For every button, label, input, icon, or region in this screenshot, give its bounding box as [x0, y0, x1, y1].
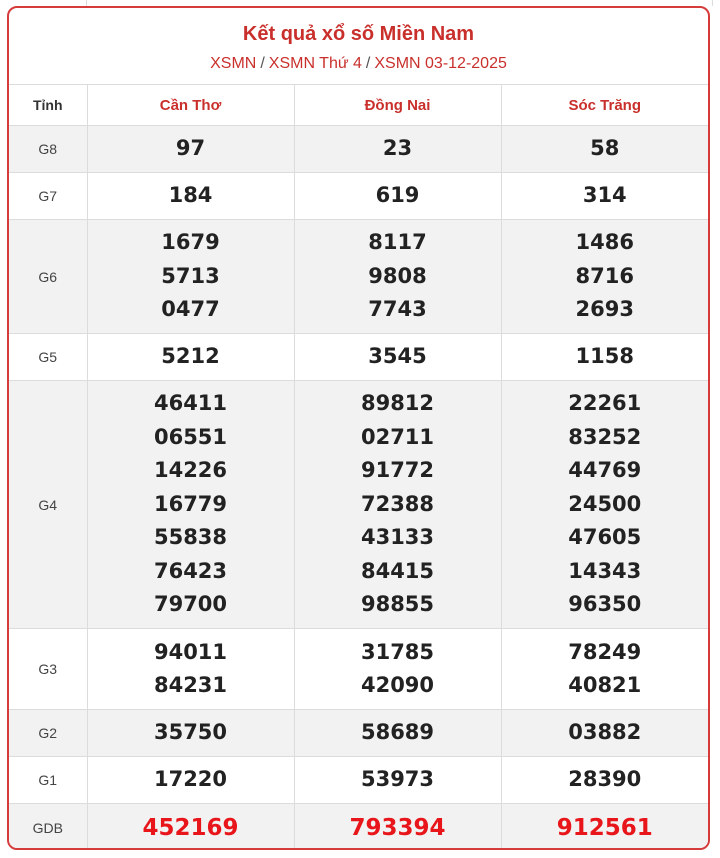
column-header-province[interactable]: Cần Thơ	[87, 85, 294, 126]
special-prize-number: 912561	[556, 814, 653, 841]
table-header-row	[9, 85, 708, 126]
prize-number: 53973	[360, 767, 435, 792]
prize-number: 89812	[360, 391, 435, 416]
prize-label: G3	[9, 629, 87, 710]
result-cell	[501, 381, 708, 629]
prize-number: 2693	[575, 297, 634, 322]
result-cell	[87, 757, 294, 804]
prize-label: G7	[9, 173, 87, 220]
result-cell	[501, 173, 708, 220]
table-row	[9, 126, 708, 173]
prize-number: 31785	[360, 639, 435, 664]
prize-number: 1486	[575, 230, 634, 255]
column-header-tinh: Tỉnh	[9, 85, 87, 126]
prize-label: GDB	[9, 804, 87, 851]
result-cell	[294, 804, 501, 851]
prize-number: 619	[375, 183, 420, 208]
prize-number: 1679	[161, 230, 220, 255]
table-row	[9, 757, 708, 804]
prize-number: 184	[168, 183, 213, 208]
prize-number: 72388	[360, 491, 435, 516]
prize-number: 35750	[153, 720, 228, 745]
column-header-province: Sóc Trăng	[501, 85, 708, 126]
result-cell	[87, 220, 294, 334]
result-cell	[501, 804, 708, 851]
prize-number: 03882	[568, 720, 642, 745]
prize-number: 47605	[568, 525, 642, 550]
prize-number: 23	[382, 136, 413, 161]
prize-number: 94011	[153, 639, 228, 664]
prize-number: 1158	[575, 344, 634, 369]
prize-number: 5713	[161, 263, 220, 288]
prize-number: 83252	[568, 424, 642, 449]
prize-number: 5212	[161, 344, 220, 369]
prize-number: 0477	[161, 297, 220, 322]
result-cell	[294, 126, 501, 173]
special-prize-number: 793394	[349, 814, 446, 841]
prize-number: 78249	[568, 639, 642, 664]
breadcrumb-link-date[interactable]: XSMN 03-12-2025	[374, 55, 507, 72]
result-cell	[87, 173, 294, 220]
result-cell	[294, 173, 501, 220]
prize-number: 46411	[153, 391, 228, 416]
results-table	[9, 85, 708, 850]
prize-number: 17220	[153, 767, 228, 792]
result-cell	[87, 629, 294, 710]
prize-number: 58	[590, 136, 620, 161]
prize-number: 58689	[360, 720, 435, 745]
prize-number: 91772	[360, 458, 435, 483]
prize-label: G5	[9, 334, 87, 381]
breadcrumb-link-xsmn[interactable]: XSMN	[210, 55, 257, 72]
prize-label: G6	[9, 220, 87, 334]
prize-number: 8117	[368, 230, 427, 255]
result-cell	[294, 757, 501, 804]
result-cell	[501, 126, 708, 173]
breadcrumb-separator: /	[260, 55, 265, 72]
prize-number: 314	[582, 183, 627, 208]
prize-number: 43133	[360, 525, 435, 550]
special-prize-number: 452169	[142, 814, 239, 841]
prize-number: 42090	[360, 673, 435, 697]
table-row	[9, 710, 708, 757]
breadcrumb-link-xsmn-thu4[interactable]: XSMN Thứ 4	[268, 55, 362, 72]
table-row	[9, 629, 708, 710]
prize-number: 76423	[153, 558, 228, 583]
prize-number: 8716	[575, 263, 634, 288]
result-cell	[294, 381, 501, 629]
table-row	[9, 173, 708, 220]
prize-number: 84231	[153, 673, 228, 697]
table-row	[9, 334, 708, 381]
prize-number: 02711	[360, 424, 435, 449]
prize-number: 06551	[153, 424, 228, 449]
result-cell	[294, 629, 501, 710]
result-cell	[294, 334, 501, 381]
table-row	[9, 381, 708, 629]
result-cell	[501, 757, 708, 804]
result-cell	[87, 381, 294, 629]
prize-label: G2	[9, 710, 87, 757]
prize-number: 14343	[568, 558, 642, 583]
result-cell	[87, 804, 294, 851]
result-cell	[294, 220, 501, 334]
prize-number: 55838	[153, 525, 228, 550]
prize-number: 22261	[568, 391, 642, 416]
prize-number: 40821	[568, 673, 642, 697]
result-cell	[501, 334, 708, 381]
breadcrumb-separator: /	[365, 55, 371, 72]
breadcrumb	[9, 54, 708, 74]
prize-label: G1	[9, 757, 87, 804]
result-cell	[87, 126, 294, 173]
prize-number: 44769	[568, 458, 642, 483]
result-cell	[294, 710, 501, 757]
page-title: Kết quả xổ số Miền Nam	[242, 23, 475, 45]
prize-number: 24500	[568, 491, 642, 516]
prize-number: 97	[175, 136, 206, 161]
column-header-province[interactable]: Đồng Nai	[294, 85, 501, 126]
prize-label: G4	[9, 381, 87, 629]
result-cell	[501, 220, 708, 334]
table-row	[9, 804, 708, 851]
table-row	[9, 220, 708, 334]
prize-number: 16779	[153, 491, 228, 516]
prize-number: 3545	[368, 344, 427, 369]
result-cell	[87, 710, 294, 757]
prize-number: 28390	[568, 767, 642, 792]
result-cell	[87, 334, 294, 381]
prize-number: 7743	[368, 297, 427, 322]
card-header	[9, 8, 708, 85]
result-cell	[501, 710, 708, 757]
results-card	[7, 6, 710, 850]
prize-number: 98855	[360, 592, 435, 617]
top-divider	[712, 0, 713, 6]
prize-number: 84415	[360, 558, 435, 583]
prize-number: 96350	[568, 592, 642, 617]
prize-number: 14226	[153, 458, 228, 483]
prize-label: G8	[9, 126, 87, 173]
result-cell	[501, 629, 708, 710]
prize-number: 79700	[153, 592, 228, 617]
prize-number: 9808	[368, 263, 427, 288]
